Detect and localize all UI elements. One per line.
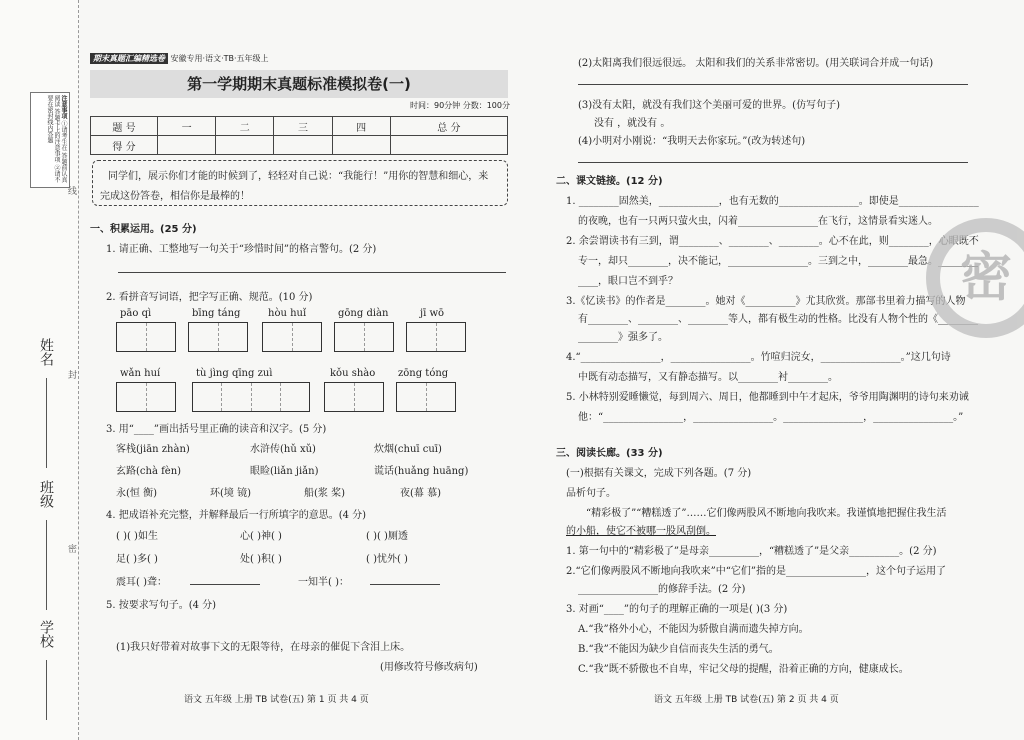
- cut-mark: 封: [68, 371, 78, 381]
- table-cell: 二: [216, 117, 274, 136]
- section-heading: 二、课文链接。(12 分): [556, 176, 663, 187]
- pinyin: hòu huǐ: [268, 308, 307, 319]
- option-text[interactable]: C.“我”既不骄傲也不自卑，牢记父母的提醒，沿着正确的方向，健康成长。: [578, 664, 909, 675]
- header-tag: [90, 53, 269, 64]
- pinyin: gōng diàn: [338, 308, 389, 319]
- score-input[interactable]: [216, 136, 274, 155]
- q3-item[interactable]: 环(境 镜): [210, 488, 251, 499]
- q3-item[interactable]: 水浒传(hǔ xǔ): [250, 444, 316, 455]
- page-footer: 语文 五年级 上册 TB 试卷(五) 第 1 页 共 4 页: [184, 695, 369, 705]
- subsection-text: 品析句子。: [566, 488, 616, 499]
- table-cell: 三: [274, 117, 332, 136]
- answer-line[interactable]: [578, 84, 968, 85]
- fill-line[interactable]: 没有 ，就没有 。: [594, 118, 671, 129]
- q3-item[interactable]: 客栈(jiān zhàn): [116, 444, 190, 455]
- cut-mark: 密: [68, 545, 78, 555]
- question-text: (1)我只好带着对故事下文的无限等待，在母亲的催促下含泪上床。: [116, 642, 411, 653]
- question-text: 3. 用“____”画出括号里正确的读音和汉字。(5 分): [106, 424, 327, 435]
- question-text[interactable]: 3. 对画“____”的句子的理解正确的一项是( )(3 分): [566, 604, 788, 615]
- question-text: 1. 请正确、工整地写一句关于“珍惜时间”的格言警句。(2 分): [106, 244, 377, 255]
- option-text[interactable]: B.“我”不能因为缺少自信而丧失生活的勇气。: [578, 644, 779, 655]
- char-box[interactable]: [188, 322, 248, 352]
- notice-title: 注意事项: [60, 95, 67, 119]
- passage-text: 的小船，使它不被哪一股风刮倒。: [566, 526, 716, 537]
- q3-item[interactable]: 炊烟(chuī cuī): [374, 444, 442, 455]
- char-box[interactable]: [116, 382, 176, 412]
- question-text: (4)小明对小刚说：“我明天去你家玩。”(改为转述句): [578, 136, 806, 147]
- fill-line[interactable]: ________》强多了。: [578, 332, 668, 343]
- fill-line[interactable]: 2. 余尝谓读书有三到，谓________、________、________。心不在此，则________，心眼既不: [566, 236, 979, 247]
- q4-item[interactable]: ( )( )如生: [116, 531, 158, 542]
- char-box[interactable]: [334, 322, 394, 352]
- fill-line[interactable]: ____，眼口岂不到乎？: [578, 276, 678, 287]
- notice-box: [30, 92, 70, 188]
- fill-line[interactable]: 1. ________固然美，____________，也有无数的________________。即使是________________: [566, 196, 979, 207]
- page-title: 第一学期期末真题标准模拟卷(一): [187, 75, 411, 93]
- class-label: 班级: [38, 480, 54, 508]
- pinyin: zōng tóng: [398, 368, 449, 379]
- q4-item: 震耳( )聋：: [116, 577, 167, 588]
- passage-text: “精彩极了”“糟糕透了”……它们像两股风不断地向我吹来。我谨慎地把握住我生活: [586, 508, 947, 519]
- fill-line[interactable]: 4.“________________，________________。竹喧归浣女，________________。”这几句诗: [566, 352, 951, 363]
- question-text: 4. 把成语补充完整，并解释最后一行所填字的意思。(4 分): [106, 510, 367, 521]
- table-cell: 四: [332, 117, 390, 136]
- pinyin: pāo qì: [120, 308, 152, 319]
- char-box[interactable]: [262, 322, 322, 352]
- name-field[interactable]: [46, 378, 47, 468]
- answer-line[interactable]: [190, 584, 260, 585]
- score-input[interactable]: [332, 136, 390, 155]
- fill-line: 5. 小林特别爱睡懒觉，每到周六、周日，他都睡到中午才起床，爷爷用陶渊明的诗句来劝诫: [566, 392, 969, 403]
- q4-item[interactable]: 足( )多( ): [116, 554, 158, 565]
- option-text[interactable]: A.“我”格外小心，不能因为骄傲自满而遗失掉方向。: [578, 624, 809, 635]
- class-field[interactable]: [46, 520, 47, 610]
- intro-text: 完成这份答卷，相信你是最棒的！: [100, 191, 250, 202]
- question-text[interactable]: 1. 第一句中的“精彩极了”是母亲__________，“糟糕透了”是父亲__________。(2 分): [566, 546, 937, 557]
- cut-mark: 线: [68, 187, 78, 197]
- q4-item: 一知半( )：: [298, 577, 349, 588]
- subsection-heading: (一)根据有关课文，完成下列各题。(7 分): [566, 468, 752, 479]
- hint-text: (用修改符号修改病句): [380, 662, 478, 673]
- char-box[interactable]: [324, 382, 384, 412]
- school-field[interactable]: [46, 660, 47, 720]
- table-cell: 得 分: [91, 136, 158, 155]
- char-box[interactable]: [116, 322, 176, 352]
- notice-line: 答题前认真阅读: [53, 95, 67, 183]
- pinyin: jī wō: [420, 308, 445, 319]
- pinyin: kǒu shào: [330, 368, 376, 379]
- q3-item[interactable]: 永(恒 衡): [116, 488, 157, 499]
- notice-line: 答题卡上的注意事项: [53, 108, 60, 163]
- char-box[interactable]: [406, 322, 466, 352]
- q3-item[interactable]: 玄路(chà fèn): [116, 466, 182, 477]
- score-input[interactable]: [158, 136, 216, 155]
- question-text: (2)太阳离我们很远很远。 太阳和我们的关系非常密切。(用关联词合并成一句话): [578, 58, 934, 69]
- answer-line[interactable]: [578, 162, 968, 163]
- question-text[interactable]: 2.“它们像两股风不断地向我吹来”中“它们”指的是________________，这个句子运用了: [566, 566, 946, 577]
- fill-line[interactable]: 有________、________、________等人，都有极生动的性格。比没有人物个性的《________: [578, 314, 978, 325]
- table-cell: 一: [158, 117, 216, 136]
- table-cell: 题 号: [91, 117, 158, 136]
- fill-line[interactable]: 的夜晚，也有一只两只萤火虫，闪着________________在飞行，这情景看实迷人。: [578, 216, 938, 227]
- pinyin: bīng táng: [192, 308, 241, 319]
- question-text: 5. 按要求写句子。(4 分): [106, 600, 217, 611]
- series-meta: 安徽专用·语文·TB·五年级上: [170, 54, 269, 63]
- q4-item[interactable]: ( )忧外( ): [366, 554, 408, 565]
- score-table: [90, 116, 508, 155]
- notice-line: ①请考生在: [60, 120, 67, 151]
- stamp-char: 密: [959, 247, 1012, 308]
- q4-item[interactable]: 心( )神( ): [240, 531, 282, 542]
- pinyin: tù jìng qīng zuì: [196, 368, 273, 379]
- section-heading: 三、阅读长廊。(33 分): [556, 448, 663, 459]
- fill-line[interactable]: 专一，却只________，决不能记，________________。三到之中，________最急。________: [578, 256, 978, 267]
- series-badge: 期末真题汇编精选卷: [90, 53, 168, 64]
- intro-text: 同学们，展示你们才能的时候到了，轻轻对自己说：“我能行！”用你的智慧和细心，来: [108, 171, 489, 182]
- q3-item[interactable]: 夜(幕 慕): [400, 488, 441, 499]
- answer-line[interactable]: [118, 272, 506, 273]
- title-bar: [90, 70, 508, 98]
- q3-item[interactable]: 船(浆 桨): [304, 488, 345, 499]
- fill-line[interactable]: 3.《忆读书》的作者是________。她对《__________》尤其欣赏。那部书里着力描写的人物: [566, 296, 966, 307]
- page-footer: 语文 五年级 上册 TB 试卷(五) 第 2 页 共 4 页: [654, 695, 839, 705]
- q4-item[interactable]: ( )( )厕透: [366, 531, 408, 542]
- q4-item[interactable]: 处( )积( ): [240, 554, 282, 565]
- char-box[interactable]: [192, 382, 310, 412]
- fill-line[interactable]: 中既有动态描写，又有静态描写。以________衬________。: [578, 372, 838, 383]
- table-cell: 总 分: [390, 117, 507, 136]
- notice-line: ②请不要在密封线内答题: [46, 95, 60, 183]
- answer-line[interactable]: [370, 584, 440, 585]
- question-text: (3)没有太阳，就没有我们这个美丽可爱的世界。(仿写句子): [578, 100, 840, 111]
- char-box[interactable]: [396, 382, 456, 412]
- score-input[interactable]: [390, 136, 507, 155]
- q3-item[interactable]: 眼睑(liǎn jiǎn): [250, 466, 319, 477]
- question-text: 2. 看拼音写词语，把字写正确、规范。(10 分): [106, 292, 313, 303]
- q3-item[interactable]: 谎话(huǎng huāng): [374, 466, 469, 477]
- score-input[interactable]: [274, 136, 332, 155]
- section-heading: 一、积累运用。(25 分): [90, 224, 197, 235]
- seal-stamp: [926, 218, 1024, 338]
- name-label: 姓名: [38, 338, 54, 366]
- question-text[interactable]: ________________的修辞手法。(2 分): [578, 584, 746, 595]
- fill-line[interactable]: 他：“________________，________________。________________，________________。”: [578, 412, 964, 423]
- pinyin: wǎn huí: [120, 368, 161, 379]
- time-score: 时间：90分钟 分数：100分: [410, 101, 510, 110]
- school-label: 学校: [38, 620, 54, 648]
